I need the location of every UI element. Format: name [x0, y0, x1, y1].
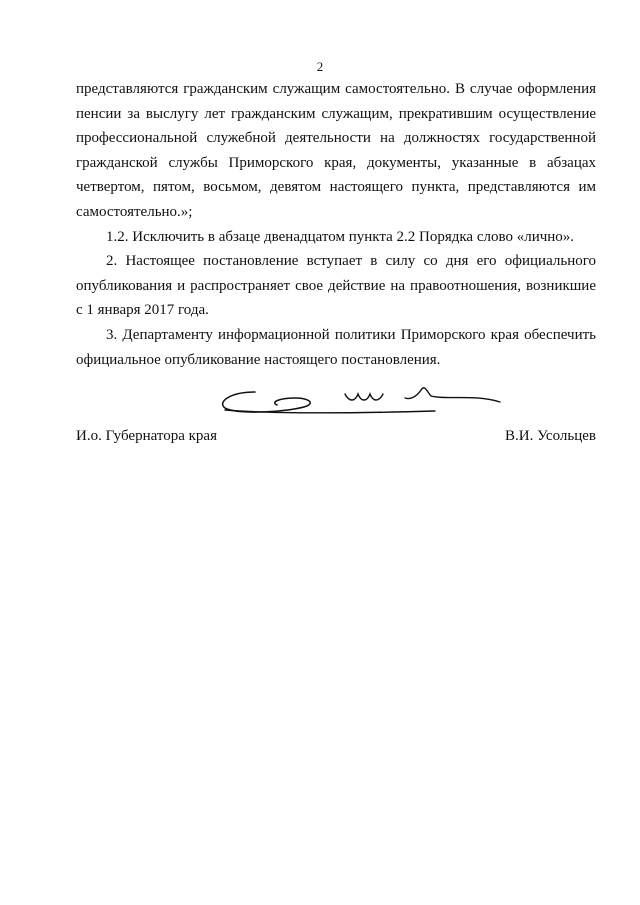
page-number: 2 [316, 59, 324, 74]
signatory-position: И.о. Губернатора края [76, 428, 217, 444]
paragraph-item-2: 2. Настоящее постановление вступает в силу со дня его официального опубликования и распространяет свое действие на правоотношения, возникшие с 1 января 2017 года. [76, 253, 596, 319]
document-body [76, 77, 596, 372]
signatory-name: В.И. Усольцев [505, 428, 596, 444]
paragraph-item-3: 3. Департаменту информационной политики Приморского края обеспечить официальное опубликование настоящего постановления. [76, 326, 596, 368]
handwritten-signature [215, 380, 515, 420]
signature-block [76, 428, 596, 445]
paragraph-continuation: представляются гражданским служащим самостоятельно. В случае оформления пенсии за выслугу лет гражданским служащим, прекратившим осуществление профессиональной служебной деятельности на должностях государственной гражданской службы Приморского края, документы, указанные в абзацах четвертом, пятом, восьмом, девятом настоящего пункта, представляются им самостоятельно.»; [76, 81, 596, 220]
paragraph-item-1-2: 1.2. Исключить в абзаце двенадцатом пункта 2.2 Порядка слово «лично». [106, 228, 575, 245]
